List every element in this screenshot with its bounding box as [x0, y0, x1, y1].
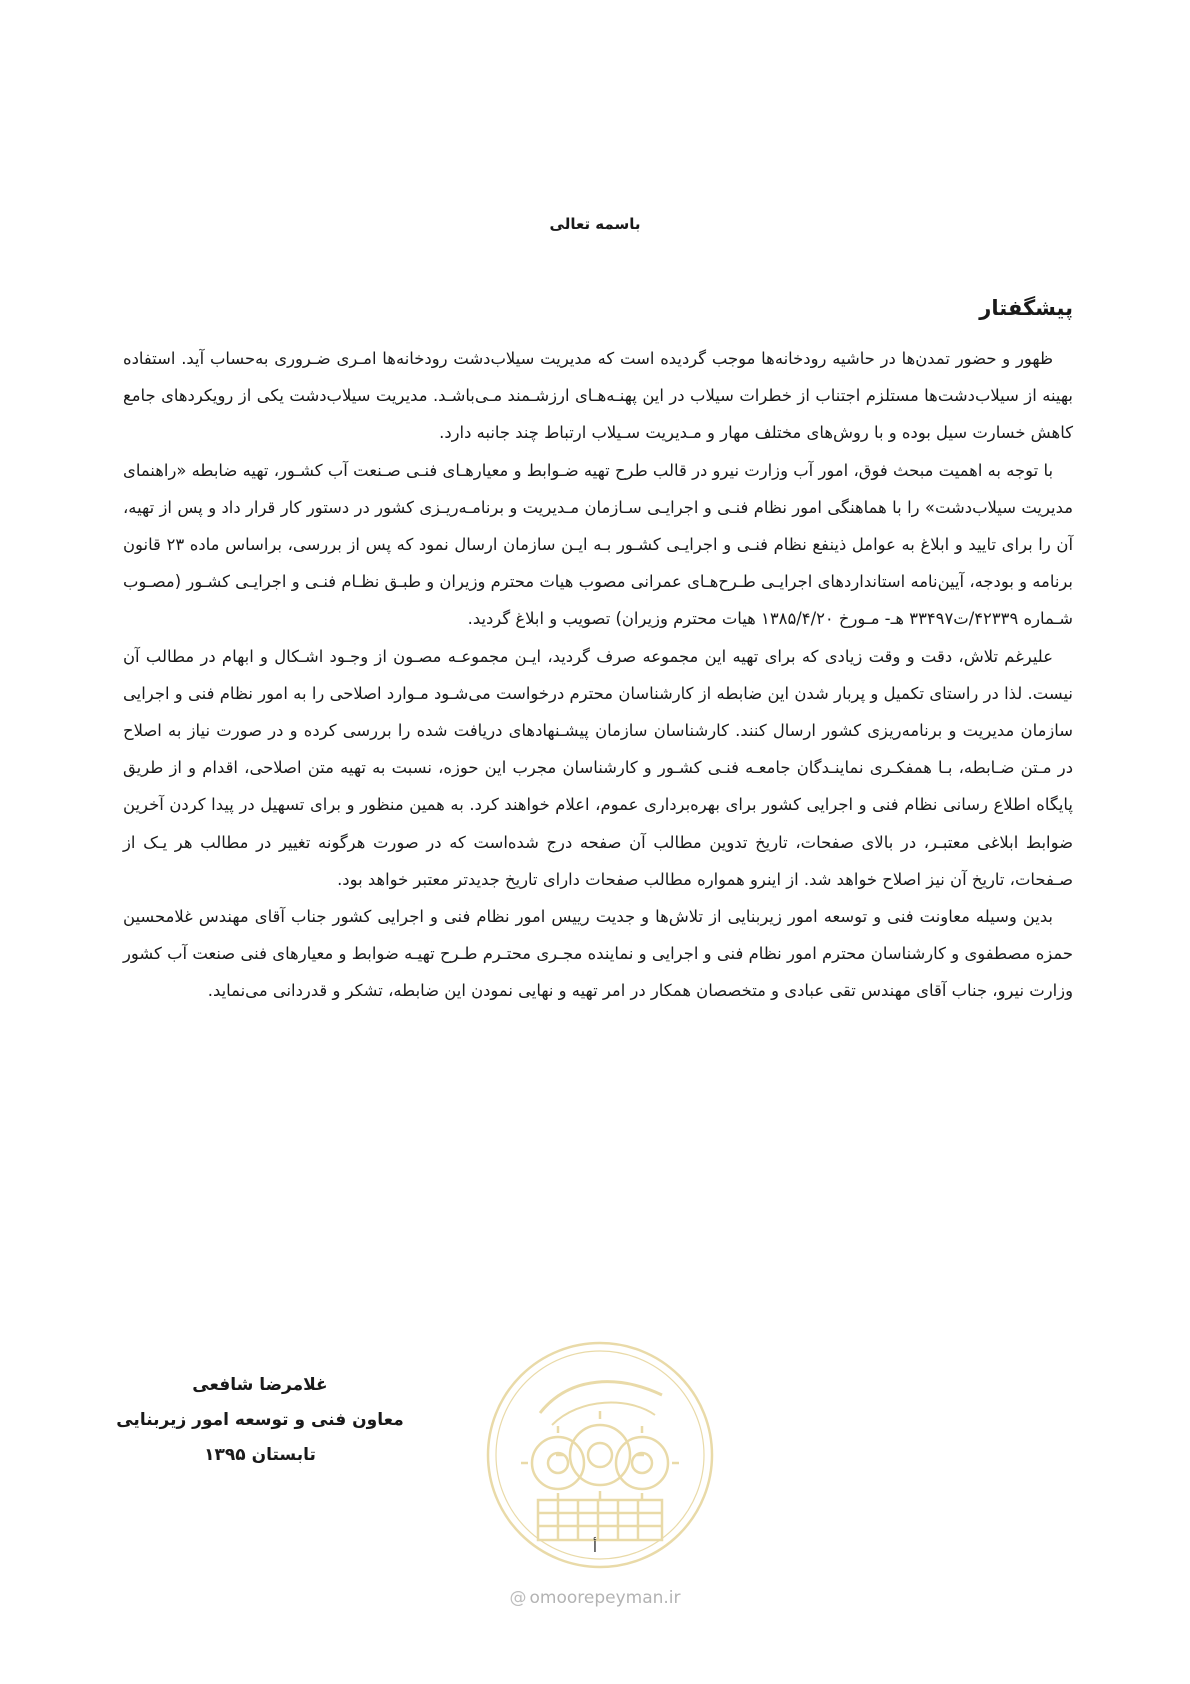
paragraph-3: علیرغم تلاش، دقت و وقت زیادی که برای تهیه این مجموعه صرف گردید، ایـن مجموعـه مصـون از وجـود اشـکال و ابهام در مطالب آن نیست. لذا در راستای تکمیل و پربار شدن این ضابطه از کارشناسان محترم درخواست می‌شـود مـوارد اصلاحی را به امور نظام فنی و اجرایی سازمان مدیریت و برنامه‌ریزی کشور ارسال کنند. کارشناسان سازمان پیشـنهادهای دریافت شده را بررسی کرده و در صورت نیاز به اصلاح در مـتن ضـابطه، بـا همفکـری نماینـدگان جامعـه فنـی کشـور و کارشناسان مجرب این حوزه، نسبت به تهیه متن اصلاحی، اقدام و از طریق پایگاه اطلاع رسانی نظام فنی و اجرایی کشور برای بهره‌برداری عموم، اعلام خواهند کرد. به همین منظور و برای تسهیل در پیدا کردن آخرین ضوابط ابلاغی معتبـر، در بالای صفحات، تاریخ تدوین مطالب آن صفحه درج شده‌است که در صورت هرگونه تغییر در مطالب هر یـک از صـفحات، تاریخ آن نیز اصلاح خواهد شد. از اینرو همواره مطالب صفحات دارای تاریخ جدیدتر معتبر خواهد بود. — [123, 646, 1073, 889]
signatory-position: معاون فنی و توسعه امور زیربنایی — [116, 1410, 404, 1430]
paragraph-4: بدین وسیله معاونت فنی و توسعه امور زیربنایی از تلاش‌ها و جدیت رییس امور نظام فنی و اجرایی کشور جناب آقای مهندس غلامحسین حمزه مصطفوی و کارشناسان محترم امور نظام فنی و اجرایی و نماینده مجـری محتـرم طـرح تهیـه ضوابط و معیارهای فنی صنعت آب کشور وزارت نیرو، جناب آقای مهندس تقی عبادی و متخصصان همکار در امر تهیه و نهایی نمودن این ضابطه، تشکر و قدردانی می‌نماید. — [123, 907, 1073, 1001]
signature-block — [115, 1368, 405, 1473]
website-watermark — [0, 1588, 1190, 1608]
signature-date: تابستان ۱۳۹۵ — [204, 1445, 316, 1465]
page-number: أ — [592, 1538, 598, 1556]
paragraph-2: با توجه به اهمیت مبحث فوق، امور آب وزارت نیرو در قالب طرح تهیه ضـوابط و معیارهـای فنـی صـنعت آب کشـور، تهیه ضابطه «راهنمای مدیریت سیلاب‌دشت» را با هماهنگی امور نظام فنـی و اجرایـی سـازمان مـدیریت و برنامـه‌ریـزی کشور در دستور کار قرار داد و پس از تهیه، آن را برای تایید و ابلاغ به عوامل ذینفع نظام فنـی و اجرایـی کشـور بـه ایـن سازمان ارسال نمود که پس از بررسی، براساس ماده ۲۳ قانون برنامه و بودجه، آیین‌نامه استانداردهای اجرایـی طـرح‌هـای عمرانی مصوب هیات محترم وزیران و طبـق نظـام فنـی و اجرایـی کشـور (مصـوب شـماره ۴۲۳۳۹/ت۳۳۴۹۷ هـ- مـورخ ۱۳۸۵/۴/۲۰ هیات محترم وزیران) تصویب و ابلاغ گردید. — [123, 460, 1074, 629]
at-icon: @ — [509, 1588, 527, 1608]
invocation-heading: باسمه تعالی — [549, 215, 641, 233]
signatory-name: غلامرضا شافعی — [192, 1375, 328, 1395]
website-label: omoorepeyman.ir — [529, 1588, 681, 1608]
section-title: پیشگفتار — [979, 296, 1073, 320]
paragraph-1: ظهور و حضور تمدن‌ها در حاشیه رودخانه‌ها موجب گردیده است که مدیریت سیلاب‌دشت رودخانه‌ها امـری ضـروری به‌حساب آید. استفاده بهینه از سیلاب‌دشت‌ها مستلزم اجتناب از خطرات سیلاب در این پهنـه‌هـای ارزشـمند مـی‌باشـد. مدیریت سیلاب‌دشت یکی از رویکردهای جامع کاهش خسارت سیل بوده و با روش‌های مختلف مهار و مـدیریت سـیلاب ارتباط چند جانبه دارد. — [123, 349, 1073, 443]
body-text — [123, 340, 1073, 1010]
